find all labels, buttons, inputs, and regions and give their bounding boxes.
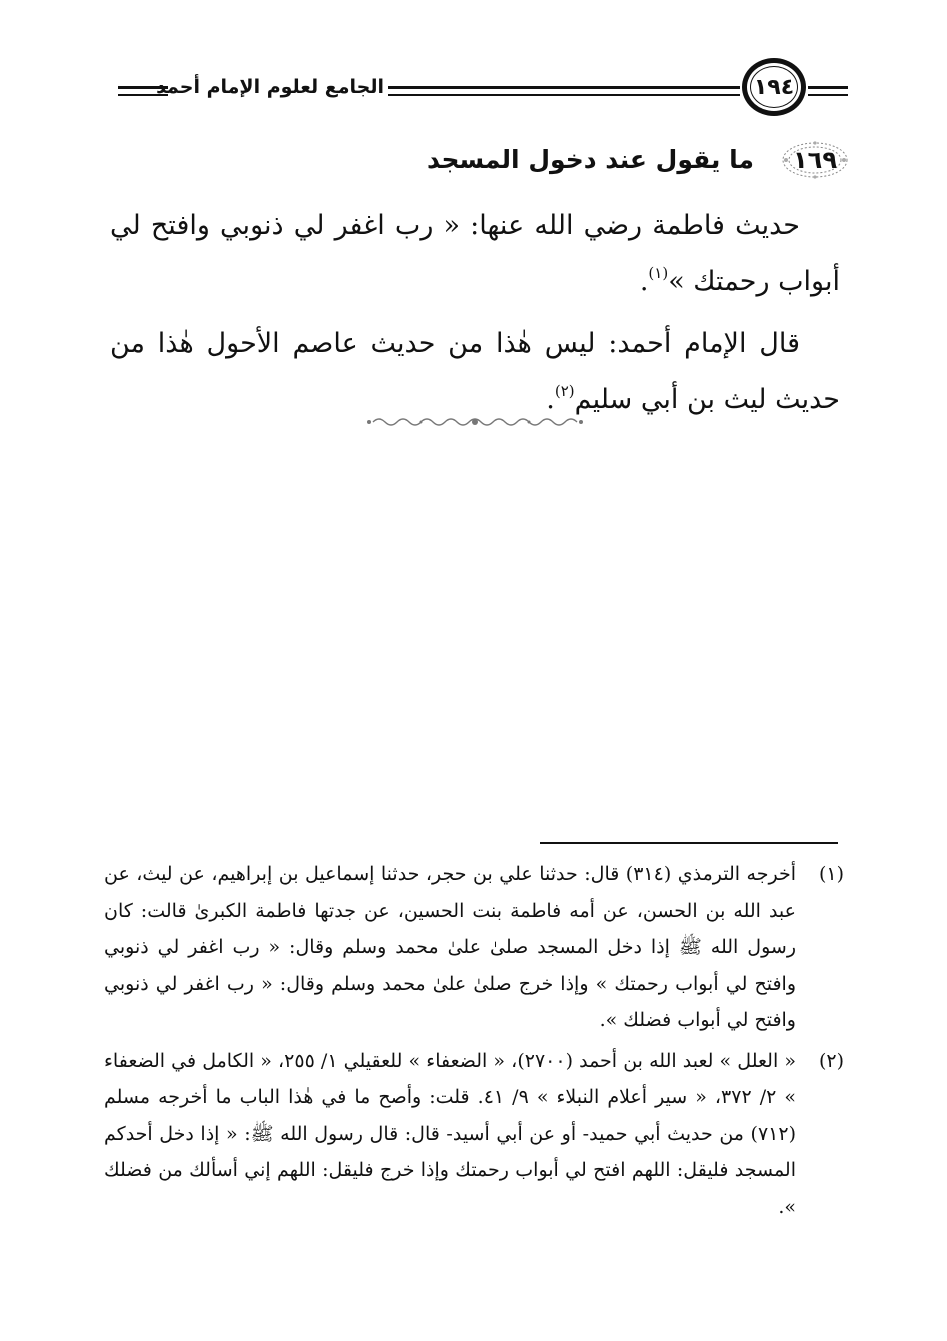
running-header: [118, 58, 848, 122]
footnote-number: (١): [818, 863, 844, 885]
main-text: [110, 198, 840, 434]
section-heading: [300, 140, 850, 184]
divider-ornament-icon: [365, 414, 585, 430]
header-rule: [388, 86, 740, 96]
footnote: [104, 1043, 844, 1226]
footnote-text: « العلل » لعبد الله بن أحمد (٢٧٠٠)، « الضعفاء » للعقيلي ١/ ٢٥٥، « الكامل في الضعفاء » ٢/ ٣٧٢، « سير أعلام النبلاء » ٩/ ٤١. قلت: وأصح ما في هٰذا الباب ما أخرجه مسلم (٧١٢) من حديث أبي حميد- أو عن أبي أسيد- قال: قال رسول الله ﷺ: « إذا دخل أحدكم المسجد فليقل: اللهم افتح لي أبواب رحمتك وإذا خرج فليقل: اللهم إني أسألك من فضلك ».: [104, 1049, 796, 1218]
footnote-number: (٢): [818, 1049, 844, 1072]
footnote-separator: [540, 842, 838, 844]
paragraph-text: قال الإمام أحمد: ليس هٰذا من حديث عاصم الأحول هٰذا من حديث ليث بن أبي سليم: [110, 328, 840, 415]
footnote-reference: (١): [648, 264, 669, 282]
footnote: [104, 856, 844, 1039]
paragraph: [110, 316, 840, 428]
running-title: الجامع لعلوم الإمام أحمد: [156, 76, 384, 98]
section-number-text: ١٦٩: [793, 146, 837, 174]
page-number: ١٩٤: [753, 74, 795, 100]
header-rule: [808, 86, 848, 96]
section-number-ornament: [780, 140, 850, 180]
paragraph: [110, 198, 840, 310]
paragraph-end: .: [546, 384, 555, 415]
footnotes: [104, 856, 844, 1229]
footnote-text: أخرجه الترمذي (٣١٤) قال: حدثنا علي بن حجر، حدثنا إسماعيل بن إبراهيم، عن ليث، عن عبد الله بن الحسن، عن أمه فاطمة بنت الحسين، عن جدتها فاطمة الكبرىٰ قالت: كان رسول الله ﷺ إذا دخل المسجد صلىٰ علىٰ محمد وسلم وقال: « رب اغفر لي ذنوبي وافتح لي أبواب رحمتك » وإذا خرج صلىٰ علىٰ محمد وسلم وقال: « رب اغفر لي ذنوبي وافتح لي أبواب فضلك ».: [104, 863, 796, 1031]
page-number-badge: [742, 58, 806, 116]
paragraph-text: حديث فاطمة رضي الله عنها: « رب اغفر لي ذنوبي وافتح لي أبواب رحمتك »: [110, 210, 840, 297]
footnote-reference: (٢): [554, 382, 575, 400]
section-title: ما يقول عند دخول المسجد: [427, 145, 754, 174]
paragraph-end: .: [639, 266, 649, 297]
